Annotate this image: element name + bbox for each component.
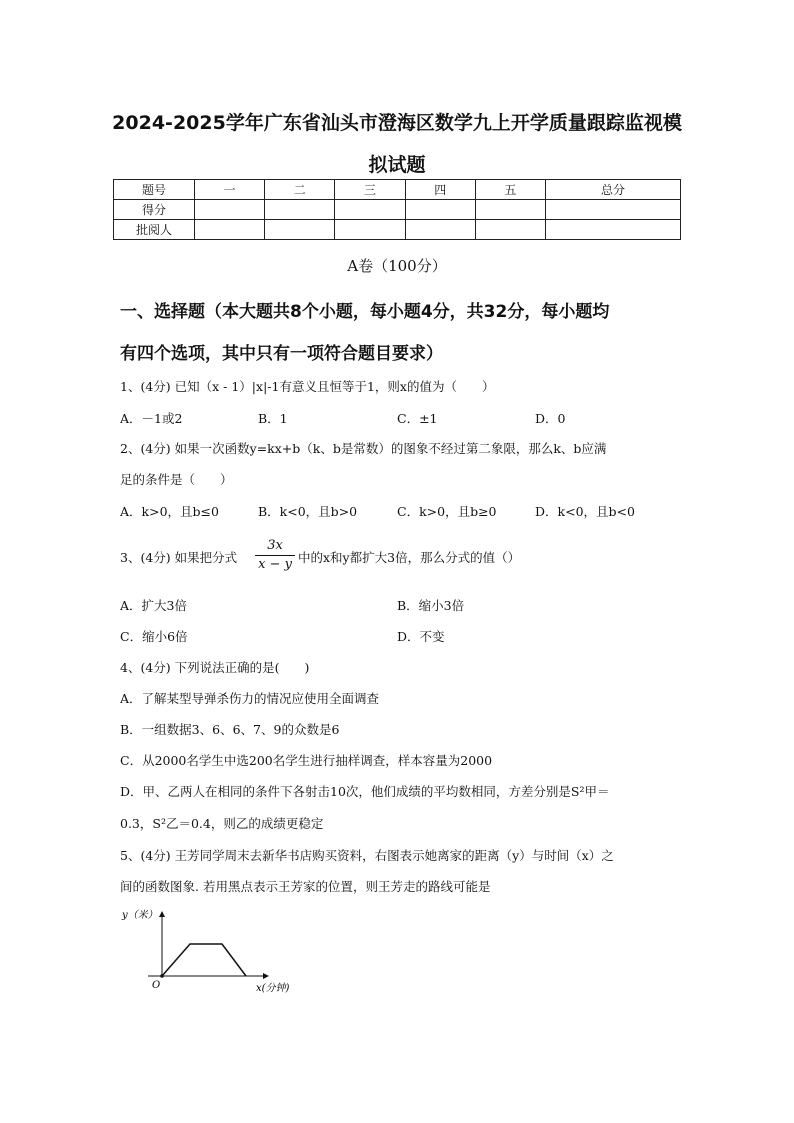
table-cell: 题号 (114, 180, 195, 200)
q4-option-a[interactable]: A．了解某型导弹杀伤力的情况应使用全面调查 (120, 691, 380, 706)
table-cell: 四 (405, 180, 475, 200)
question-2-line2: 足的条件是（ ） (120, 472, 233, 487)
table-cell[interactable] (265, 200, 335, 220)
fraction (255, 537, 295, 574)
section-heading-line1: 一、选择题（本大题共8个小题，每小题4分，共32分，每小题均 (120, 302, 610, 322)
distance-line (162, 944, 246, 976)
table-cell: 总分 (546, 180, 681, 200)
table-cell[interactable] (195, 220, 265, 240)
q4-option-d[interactable]: D．甲、乙两人在相同的条件下各射击10次，他们成绩的平均数相同，方差分别是S²甲＝ (120, 784, 610, 799)
table-cell[interactable] (546, 200, 681, 220)
table-cell: 得分 (114, 200, 195, 220)
q4-option-c[interactable]: C．从2000名学生中选200名学生进行抽样调查，样本容量为2000 (120, 753, 493, 768)
y-axis-label: y（米） (122, 910, 158, 921)
q2-option-b[interactable]: B．k<0，且b>0 (258, 504, 358, 519)
q2-option-a[interactable]: A．k>0，且b≤0 (120, 504, 219, 519)
table-cell[interactable] (475, 200, 545, 220)
table-cell: 一 (195, 180, 265, 200)
exam-title-line1: 2024-2025学年广东省汕头市澄海区数学九上开学质量跟踪监视模 (112, 112, 682, 134)
question-2-line1: 2、(4分) 如果一次函数y=kx+b（k、b是常数）的图象不经过第二象限，那么k、b应满 (120, 441, 607, 456)
table-cell: 五 (475, 180, 545, 200)
table-cell[interactable] (405, 220, 475, 240)
origin-label: O (152, 980, 161, 991)
q4-option-b[interactable]: B．一组数据3、6、6、7、9的众数是6 (120, 722, 340, 737)
reviewer-row (114, 220, 681, 240)
table-cell: 三 (335, 180, 405, 200)
section-heading-line2: 有四个选项，其中只有一项符合题目要求） (120, 344, 443, 364)
x-axis-label: x(分钟) (256, 983, 290, 994)
q1-option-b[interactable]: B．1 (258, 411, 288, 426)
q3-option-a[interactable]: A．扩大3倍 (120, 598, 187, 613)
table-cell[interactable] (546, 220, 681, 240)
origin-dot (160, 974, 164, 978)
q3-option-d[interactable]: D．不变 (397, 629, 445, 644)
question-4-text: 4、(4分) 下列说法正确的是( ) (120, 660, 310, 675)
score-row (114, 200, 681, 220)
q3-option-b[interactable]: B．缩小3倍 (397, 598, 465, 613)
fraction-numerator: 3x (255, 537, 295, 556)
q1-option-a[interactable]: A．－1或2 (120, 411, 183, 426)
q1-option-d[interactable]: D．0 (535, 411, 566, 426)
score-table-header (114, 180, 681, 200)
exam-title-line2: 拟试题 (368, 154, 426, 176)
question-5-line1: 5、(4分) 王芳同学周末去新华书店购买资料，右图表示她离家的距离（y）与时间（x）之 (120, 848, 614, 863)
table-cell[interactable] (335, 220, 405, 240)
table-cell[interactable] (475, 220, 545, 240)
distance-time-graph (118, 902, 318, 1002)
q4-option-d-cont: 0.3，S²乙＝0.4，则乙的成绩更稳定 (120, 816, 324, 831)
q2-option-c[interactable]: C．k>0，且b≥0 (397, 504, 497, 519)
q3-option-c[interactable]: C．缩小6倍 (120, 629, 188, 644)
question-1-text: 1、(4分) 已知（x - 1）|x|-1有意义且恒等于1，则x的值为（ ） (120, 379, 495, 394)
q2-option-d[interactable]: D．k<0，且b<0 (535, 504, 635, 519)
q1-option-c[interactable]: C．±1 (397, 411, 438, 426)
table-cell[interactable] (405, 200, 475, 220)
score-table (113, 179, 681, 240)
question-5-line2: 间的函数图象. 若用黑点表示王芳家的位置，则王芳走的路线可能是 (120, 879, 491, 894)
table-cell[interactable] (265, 220, 335, 240)
table-cell[interactable] (195, 200, 265, 220)
question-3-prefix: 3、(4分) 如果把分式 (120, 550, 238, 565)
question-3-suffix: 中的x和y都扩大3倍，那么分式的值（） (298, 550, 521, 565)
table-cell[interactable] (335, 200, 405, 220)
table-cell: 批阅人 (114, 220, 195, 240)
table-cell: 二 (265, 180, 335, 200)
juan-label: A卷（100分） (347, 257, 447, 275)
fraction-denominator: x − y (258, 557, 292, 572)
